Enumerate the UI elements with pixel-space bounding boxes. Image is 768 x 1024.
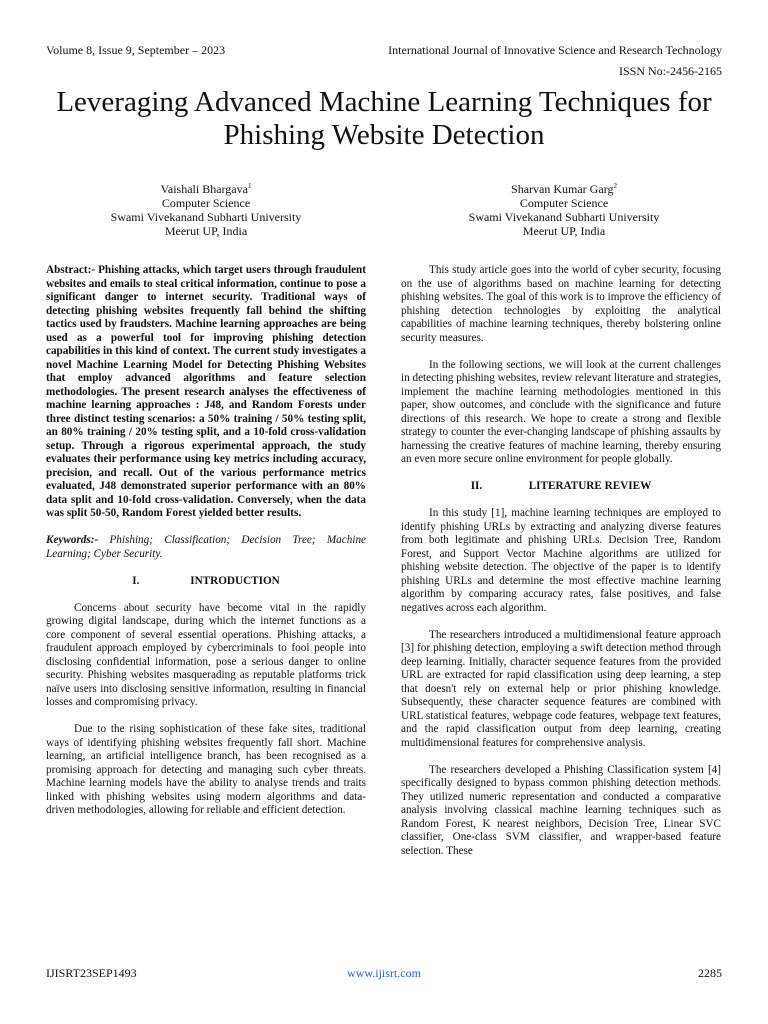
paper-title: Leveraging Advanced Machine Learning Techniques for Phishing Website Detection [56,86,712,151]
author-affiliation-mark: 1 [247,182,252,190]
right-column [401,264,721,872]
keywords-text: Phishing; Classification; Decision Tree; Machine Learning; Cyber Security. [46,534,367,560]
footer-paper-id: IJISRT23SEP1493 [46,966,137,980]
author-block-2 [414,179,714,238]
author-department: Computer Science [519,196,609,210]
intro-paragraph: Due to the rising sophistication of these fake sites, traditional ways of identifying phishing websites frequently fall short. Machine learning, an artificial intelligence branch, has been recognised as a promising approach for detecting and managing such cyber threats. Machine learning models have the ability to analyse trends and traits linked with phishing websites using modern algorithms and data-driven methodologies, allowing for reliable and efficient detection. [46,723,366,816]
footer-page-number: 2285 [698,966,722,980]
author-name: Vaishali Bhargava$^1$ [160,182,252,196]
literature-paragraph: The researchers introduced a multidimensional feature approach [3] for phishing detection, employing a swift detection method through deep learning. Initially, character sequence features from the provided URL are extracted for rapid classification using deep learning, a step that doesn't rely on external help or prior phishing knowledge. Subsequently, these character sequence features are combined with URL statistical features, webpage code features, webpage text features, and the rapid classification output from deep learning, creating multidimensional features for comprehensive analysis. [401,628,721,749]
author-block-1 [56,179,356,238]
author-location: Meerut UP, India [522,224,606,238]
literature-paragraph: The researchers developed a Phishing Classification system [4] specifically designed to bypass common phishing detection methods. They utilized numeric representation and conducted a comparative analysis involving classical machine learning techniques such as Random Forest, K nearest neighbors, Decision Tree, Linear SVC classifier, One-class SVM classifier, and wrapper-based feature selection. These [401,763,721,857]
journal-name-header: International Journal of Innovative Science and Research Technology [388,43,722,57]
section-heading-introduction: I. INTRODUCTION [132,574,280,587]
section-heading-literature-review: II. LITERATURE REVIEW [470,480,652,492]
intro-paragraph: In the following sections, we will look at the current challenges in detecting phishing websites, review relevant literature and strategies, implement the machine learning methodologies mentioned in this paper, show outcomes, and conclude with the significance and future directions of this research. We hope to create a strong and flexible strategy to counter the ever-changing landscape of phishing assaults by harnessing the creative features of machine learning, thereby ensuring an even more secure online environment for people globally. [401,358,721,465]
literature-paragraph: In this study [1], machine learning techniques are employed to identify phishing URLs by extracting and analyzing diverse features from both legitimate and phishing URLs. Decision Tree, Random Forest, and Support Vector Machine algorithms are utilized for phishing website detection. The objective of the paper is to identify phishing URLs and determine the most effective machine learning algorithm by comparing accuracy rates, false positives, and false negatives across each algorithm. [401,507,721,614]
issn-header: ISSN No:-2456-2165 [618,64,722,78]
left-column [46,264,366,831]
author-university: Swami Vivekanand Subharti University [468,210,660,224]
footer-website-link[interactable]: www.ijisrt.com [347,966,421,980]
author-name: Sharvan Kumar Garg$^2$ [511,182,617,196]
keywords [46,534,366,561]
abstract: Abstract:- Phishing attacks, which target users through fraudulent websites and emails to steal critical information, continue to pose a significant danger to internet security. Traditional ways of detecting phishing websites frequently fall behind the shifting tactics used by fraudsters. Machine learning approaches are being used as a powerful tool for improving phishing detection capabilities in this kind of context. The current study investigates a novel Machine Learning Model for Detecting Phishing Websites that employ advanced algorithms and feature selection methodologies. The present research analyses the effectiveness of machine learning approaches : J48, and Random Forests under three distinct testing scenarios: a 50% training / 50% testing split, an 80% training / 20% testing split, and a 10-fold cross-validation setup. Through a rigorous experimental approach, the study evaluates their performance using key metrics including accuracy, precision, and recall. Out of the various performance metrics evaluated, J48 demonstrated superior performance with an 80% data split and 10-fold cross-validation. Conversely, when the data was split 50-50, Random Forest yielded better results. [46,264,366,519]
journal-volume-header: Volume 8, Issue 9, September – 2023 [46,43,226,57]
author-affiliation-mark: 2 [613,182,617,190]
author-location: Meerut UP, India [164,224,248,238]
intro-paragraph: This study article goes into the world of cyber security, focusing on the use of algorithms based on machine learning for detecting phishing websites. The goal of this work is to improve the efficiency of phishing detection technologies by exploiting the analytical capabilities of machine learning techniques, thereby bolstering online security measures. [401,264,721,344]
keywords-label: Keywords:- [46,534,99,546]
author-university: Swami Vivekanand Subharti University [110,210,302,224]
author-department: Computer Science [161,196,251,210]
intro-paragraph: Concerns about security have become vital in the rapidly growing digital landscape, during which the internet functions as a core component of several essential operations. Phishing attacks, a fraudulent approach employed by cybercriminals to fool people into disclosing confidential information, pose a serious danger to online security. Phishing websites masquerading as reputable platforms trick naïve users into disclosing sensitive information, resulting in financial losses and compromising privacy. [46,601,366,708]
